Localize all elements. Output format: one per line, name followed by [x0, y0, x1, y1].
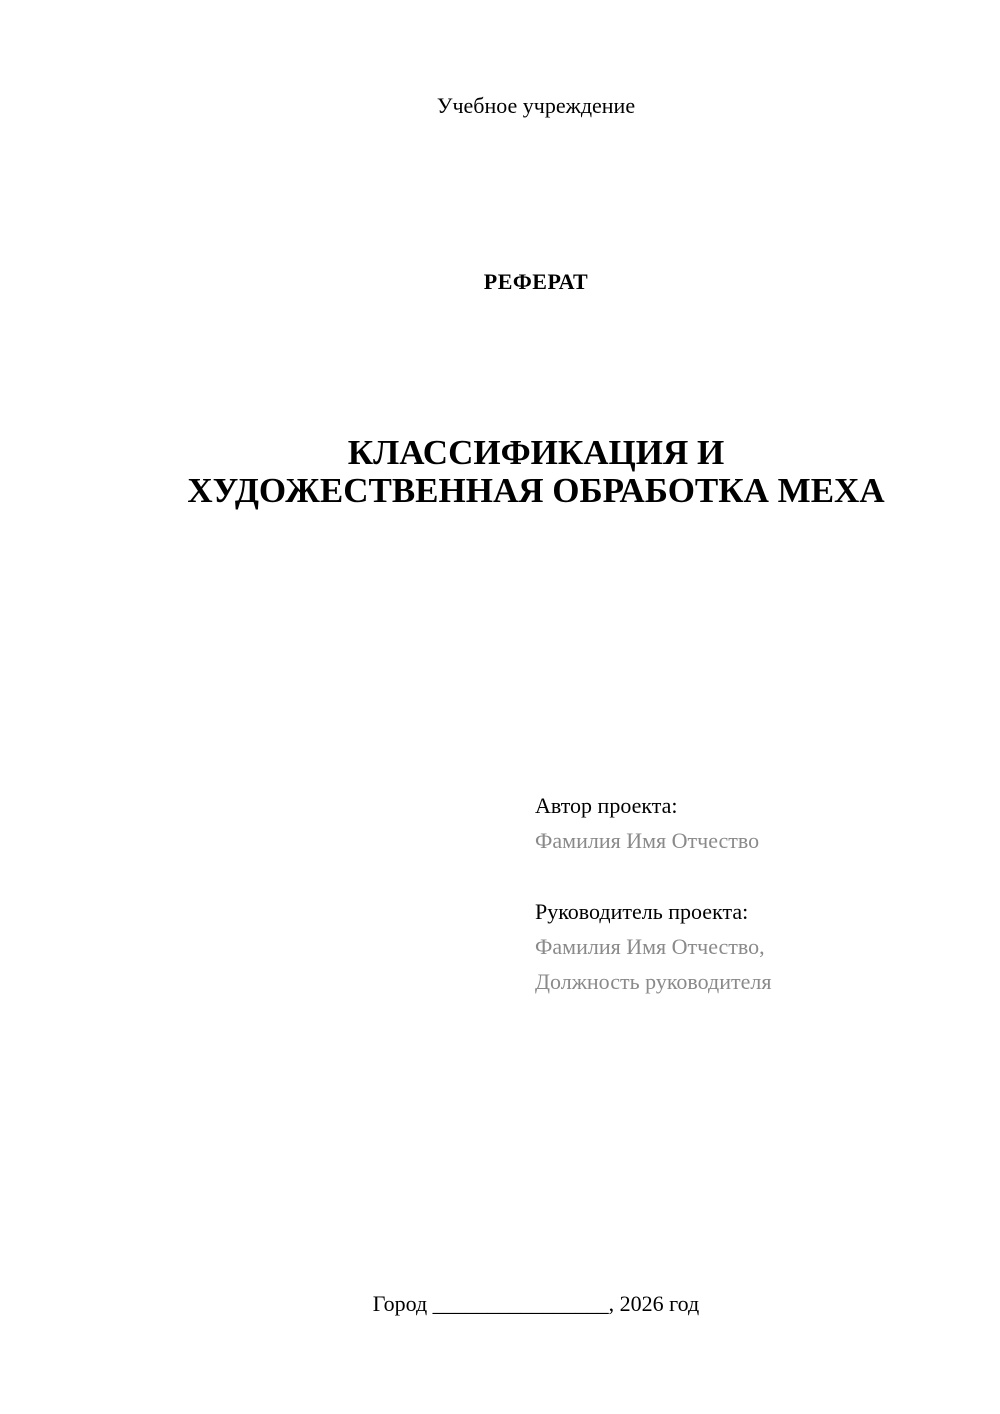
supervisor-label: Руководитель проекта: — [535, 899, 749, 924]
institution-name: Учебное учреждение — [436, 93, 636, 118]
supervisor-name: Фамилия Имя Отчество, — [535, 934, 765, 959]
credits-block — [535, 788, 955, 999]
document-title — [0, 434, 1000, 510]
title-line-1: КЛАССИФИКАЦИЯ И — [347, 433, 725, 472]
supervisor-position: Должность руководителя — [535, 969, 772, 994]
author-label: Автор проекта: — [535, 793, 678, 818]
city-year-line: Город ________________, 2026 год — [372, 1291, 700, 1316]
document-type: РЕФЕРАТ — [483, 269, 589, 294]
author-name: Фамилия Имя Отчество — [535, 828, 760, 853]
credits-spacer — [535, 858, 955, 894]
title-line-2: ХУДОЖЕСТВЕННАЯ ОБРАБОТКА МЕХА — [187, 471, 885, 510]
